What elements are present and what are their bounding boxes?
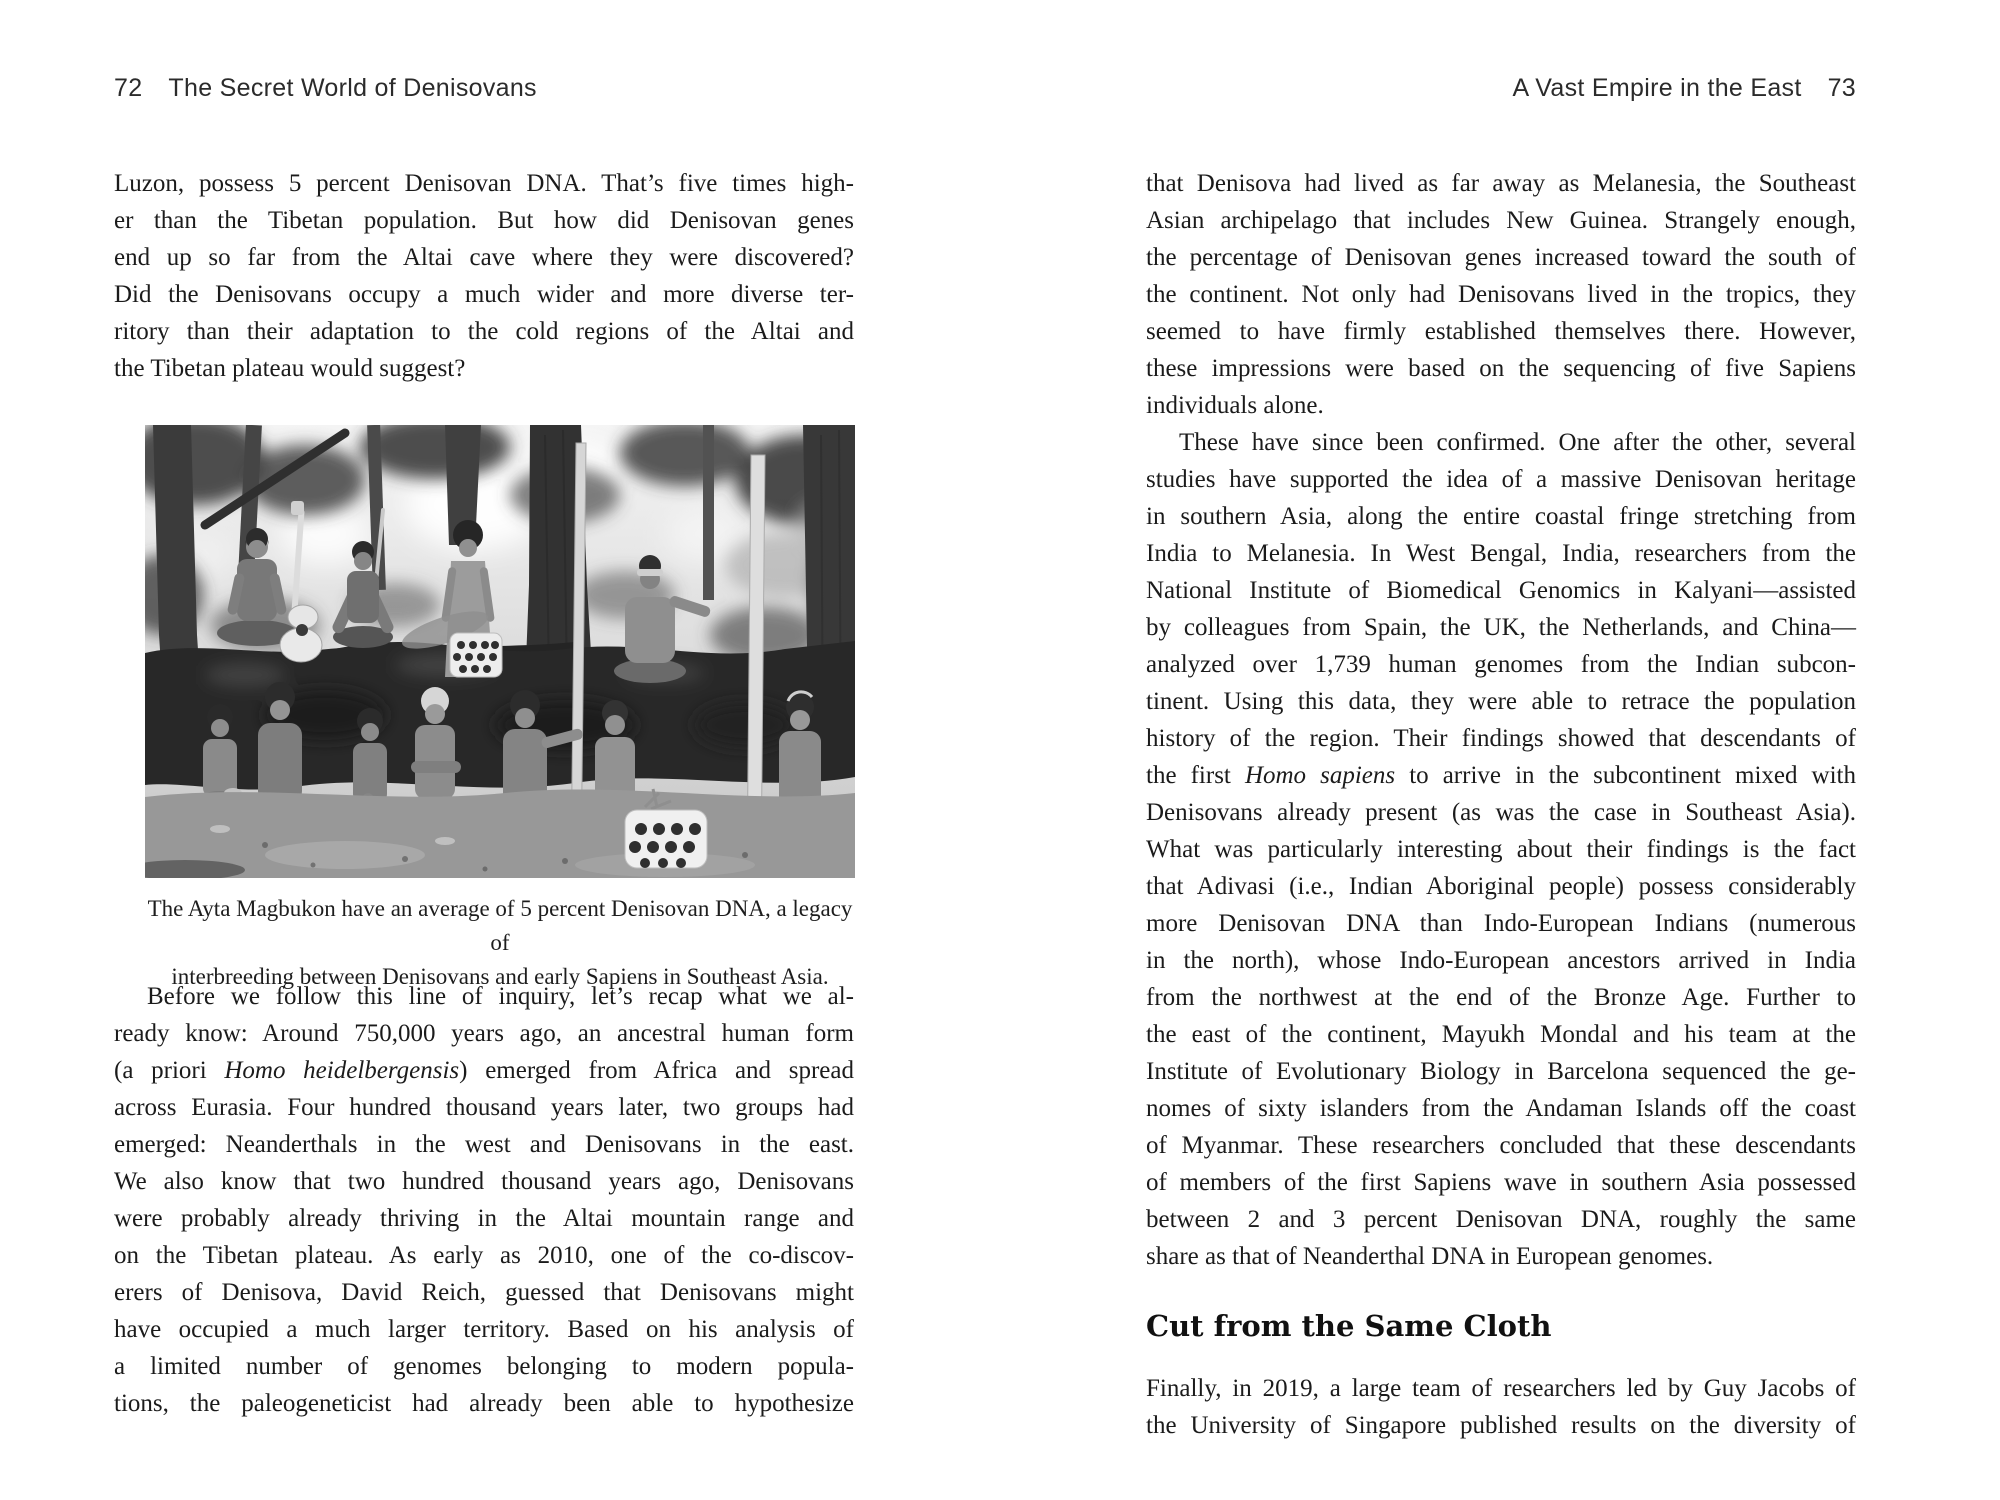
ayta-magbukon-group-photo (145, 425, 855, 878)
left-page-number: 72 (114, 74, 143, 102)
photo-caption-line-1: The Ayta Magbukon have an average of 5 percent Denisovan DNA, a legacy of (147, 896, 853, 955)
left-column-top (114, 165, 854, 387)
left-page-title: The Secret World of Denisovans (168, 74, 537, 102)
section-heading: Cut from the Same Cloth (1146, 1309, 1552, 1343)
paragraph: Luzon, possess 5 percent Denisovan DNA. That’s five times high- er than the Tibetan population. But how did Denisovan genes end up so far from the Altai cave where they were discovered? Did the Denisovans occupy a much wider and more diverse ter- ritory than their adaptation to the cold regions of the Altai and the Tibetan plateau would suggest? (114, 170, 854, 382)
left-page-header (114, 73, 537, 103)
center-basket (450, 633, 502, 677)
paragraph: These have since been confirmed. One after the other, several studies have supported the idea of a massive Denisovan heritage in southern Asia, along the entire coastal fringe stretching from India to Melanesia. In West Bengal, India, researchers from the National Institute of Biomedical Genomics in Kalyani—assisted by colleagues from Spain, the UK, the Netherlands, and China— analyzed over 1,739 human genomes from the Indian subcon- tinent. Using this data, they were able to retrace the population history of the region. Their findings showed that descendants of the first Homo sapiens to arrive in the subcontinent mixed with Denisovans already present (as was the case in Southeast Asia). What was particularly interesting about their findings is the fact that Adivasi (i.e., Indian Aboriginal people) possess considerably more Denisovan DNA than Indo-European Indians (numerous in the north), whose Indo-European ancestors arrived in India from the northwest at the end of the Bronze Age. Further to the east of the continent, Mayukh Mondal and his team at the Institute of Evolutionary Biology in Barcelona sequenced the ge- nomes of sixty islanders from the Andaman Islands off the coast of Myanmar. These researchers concluded that these descendants of members of the first Sapiens wave in southern Asia possessed between 2 and 3 percent Denisovan DNA, roughly the same share as that of Neanderthal DNA in European genomes. (1146, 429, 1857, 1270)
photo-figure (145, 425, 855, 878)
paragraph: Finally, in 2019, a large team of researchers led by Guy Jacobs of the University of Singapore published results on the diversity of (1146, 1375, 1856, 1439)
photo-caption-line-2: interbreeding between Denisovans and early Sapiens in Southeast Asia. (171, 964, 829, 989)
left-column-bottom (114, 978, 854, 1422)
forest-ground (145, 790, 855, 878)
group-photo-illustration (145, 425, 855, 878)
right-page-header (1146, 73, 1856, 103)
right-column (1146, 165, 1856, 1444)
paragraph: Before we follow this line of inquiry, let’s recap what we al- ready know: Around 750,000 years ago, an ancestral human form (a priori Homo heidelbergensis) emerged from Africa and spread across Eurasia. Four hundred thousand years later, two groups had emerged: Neanderthals in the west and Denisovans in the east. We also know that two hundred thousand years ago, Denisovans were probably already thriving in the Altai mountain range and on the Tibetan plateau. As early as 2010, one of the co-discov- erers of Denisova, David Reich, guessed that Denisovans might have occupied a much larger territory. Based on his analysis of a limited number of genomes belonging to modern popula- tions, the paleogeneticist had already been able to hypothesize (114, 983, 855, 1417)
right-page-title: A Vast Empire in the East (1512, 74, 1802, 102)
right-page-number: 73 (1827, 74, 1856, 102)
paragraph: that Denisova had lived as far away as Melanesia, the Southeast Asian archipelago that includes New Guinea. Strangely enough, the percentage of Denisovan genes increased toward the south of the continent. Not only had Denisovans lived in the tropics, they seemed to have firmly established themselves there. However, these impressions were based on the sequencing of five Sapiens individuals alone. (1146, 170, 1856, 419)
